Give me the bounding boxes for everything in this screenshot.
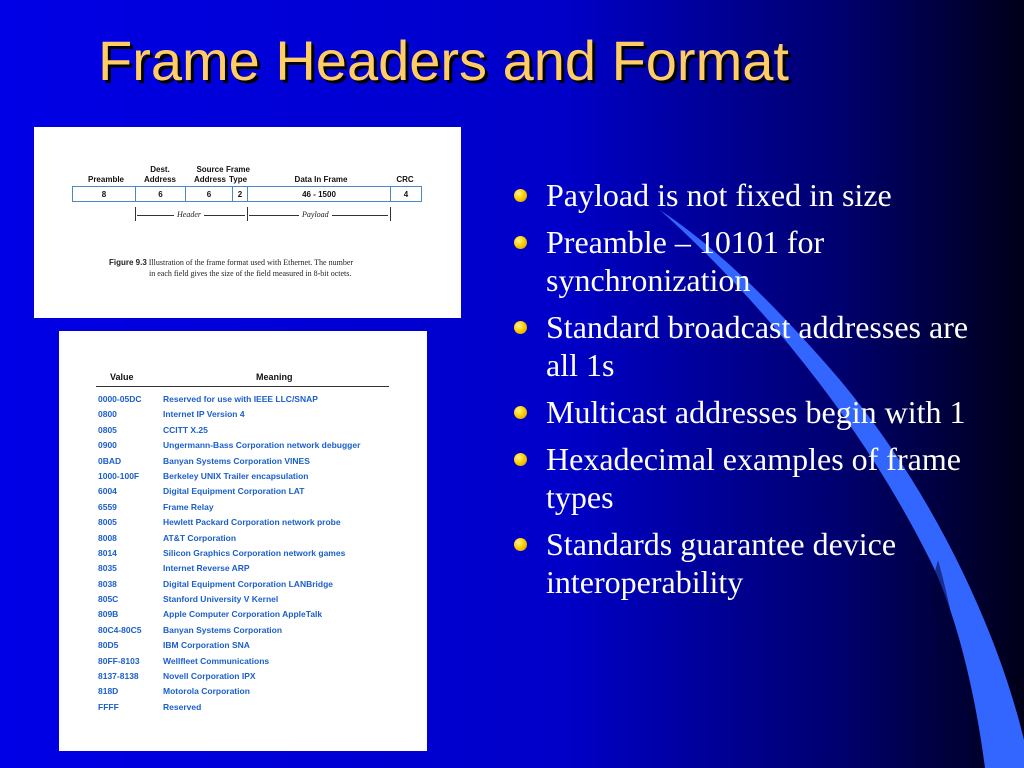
header-data: Data In Frame — [294, 175, 348, 184]
brace-tick — [135, 207, 136, 221]
header-preamble: Preamble — [87, 175, 125, 184]
row-meaning: Novell Corporation IPX — [163, 671, 256, 682]
table-row — [98, 638, 398, 653]
column-header-value: Value — [110, 372, 134, 382]
bullet-dot-icon — [514, 406, 527, 419]
brace-tick — [390, 207, 391, 221]
row-meaning: Silicon Graphics Corporation network games — [163, 547, 346, 558]
row-meaning: Reserved for use with IEEE LLC/SNAP — [163, 394, 318, 404]
field-preamble: 8 — [72, 186, 135, 202]
header-brace-label: Header — [174, 210, 204, 219]
slide-title: Frame Headers and Format — [98, 29, 789, 92]
bullet-text: Preamble – 10101 for synchronization — [546, 224, 825, 298]
table-row — [98, 607, 398, 622]
row-value: 8038 — [98, 578, 117, 589]
header-source-line2: Address — [193, 175, 226, 184]
table-row — [98, 469, 398, 484]
table-row — [98, 577, 398, 592]
row-meaning: CCITT X.25 — [163, 424, 208, 435]
row-value: 0BAD — [98, 455, 122, 466]
bullet-list — [512, 176, 982, 610]
row-meaning: Internet IP Version 4 — [163, 409, 245, 420]
row-value: 1000-100F — [98, 470, 140, 481]
row-meaning: Hewlett Packard Corporation network probe — [163, 517, 341, 528]
figure-caption-line1: Illustration of the frame format used with Ethernet. The number — [148, 258, 354, 267]
row-meaning: Wellfleet Communications — [163, 655, 270, 666]
table-body — [98, 392, 398, 715]
field-data: 46 - 1500 — [247, 186, 390, 202]
bullet-dot-icon — [514, 453, 527, 466]
table-row — [98, 423, 398, 438]
header-type-line1: Frame — [225, 165, 250, 174]
bullet-text: Hexadecimal examples of frame types — [546, 441, 961, 515]
row-value: 8005 — [98, 517, 117, 528]
row-value: 6004 — [98, 486, 117, 497]
row-value: 809B — [98, 609, 119, 620]
row-value: 80FF-8103 — [98, 655, 140, 666]
bullet-item — [512, 223, 982, 299]
table-row — [98, 515, 398, 530]
table-row — [98, 392, 398, 407]
header-source-line1: Source — [196, 165, 224, 174]
figure-caption — [109, 257, 409, 279]
bullet-item — [512, 176, 982, 214]
row-value: 0900 — [98, 440, 117, 451]
row-value: 8137-8138 — [98, 671, 139, 682]
bullet-item — [512, 525, 982, 601]
bullet-text: Standards guarantee device interoperability — [546, 526, 897, 600]
bullet-item — [512, 308, 982, 384]
row-value: 805C — [98, 594, 119, 605]
table-row — [98, 669, 398, 684]
row-meaning: Digital Equipment Corporation LAT — [163, 486, 305, 497]
row-meaning: Frame Relay — [163, 501, 214, 512]
bullet-text: Payload is not fixed in size — [546, 177, 892, 213]
field-source-address: 6 — [185, 186, 232, 202]
table-row — [98, 700, 398, 715]
row-meaning: Banyan Systems Corporation VINES — [163, 455, 310, 466]
row-value: FFFF — [98, 701, 119, 712]
row-value: 80D5 — [98, 640, 119, 651]
row-meaning: Internet Reverse ARP — [163, 563, 250, 574]
frame-format-figure — [34, 127, 461, 318]
bullet-text: Multicast addresses begin with 1 — [546, 394, 966, 430]
bullet-dot-icon — [514, 189, 527, 202]
row-meaning: Berkeley UNIX Trailer encapsulation — [163, 470, 309, 481]
table-row — [98, 484, 398, 499]
row-meaning: Digital Equipment Corporation LANBridge — [163, 578, 333, 589]
table-row — [98, 454, 398, 469]
table-row — [98, 407, 398, 422]
row-value: 0800 — [98, 409, 117, 420]
column-header-meaning: Meaning — [256, 372, 293, 382]
field-crc: 4 — [390, 186, 422, 202]
bullet-dot-icon — [514, 538, 527, 551]
header-dest-line1: Dest. — [150, 165, 170, 174]
table-row — [98, 623, 398, 638]
row-value: 0805 — [98, 424, 117, 435]
payload-brace-label: Payload — [299, 210, 332, 219]
frame-type-table — [59, 331, 427, 751]
row-value: 0000-05DC — [98, 394, 142, 404]
figure-caption-line2: in each field gives the size of the field measured in 8-bit octets. — [149, 269, 352, 278]
header-crc: CRC — [396, 175, 414, 184]
table-row — [98, 561, 398, 576]
row-meaning: Motorola Corporation — [163, 686, 250, 697]
header-dest-line2: Address — [143, 175, 176, 184]
header-type-line2: Type — [228, 175, 248, 184]
row-value: 80C4-80C5 — [98, 624, 142, 635]
figure-caption-label: Figure 9.3 — [109, 258, 147, 267]
table-header-rule — [96, 386, 389, 387]
row-value: 8035 — [98, 563, 117, 574]
bullet-item — [512, 440, 982, 516]
field-frame-type: 2 — [232, 186, 247, 202]
table-row — [98, 500, 398, 515]
row-value: 8014 — [98, 547, 117, 558]
row-meaning: Reserved — [163, 701, 202, 712]
row-value: 6559 — [98, 501, 117, 512]
brace-tick — [247, 207, 248, 221]
row-value: 8008 — [98, 532, 117, 543]
bullet-text: Standard broadcast addresses are all 1s — [546, 309, 969, 383]
row-meaning: AT&T Corporation — [163, 532, 237, 543]
row-meaning: Banyan Systems Corporation — [163, 624, 283, 635]
row-meaning: Ungermann-Bass Corporation network debugger — [163, 440, 361, 451]
row-value: 818D — [98, 686, 119, 697]
table-row — [98, 654, 398, 669]
row-meaning: Apple Computer Corporation AppleTalk — [163, 609, 323, 620]
table-row — [98, 438, 398, 453]
row-meaning: Stanford University V Kernel — [163, 594, 279, 605]
table-row — [98, 546, 398, 561]
bullet-item — [512, 393, 982, 431]
bullet-dot-icon — [514, 321, 527, 334]
bullet-dot-icon — [514, 236, 527, 249]
table-row — [98, 684, 398, 699]
row-meaning: IBM Corporation SNA — [163, 640, 250, 651]
table-row — [98, 592, 398, 607]
field-dest-address: 6 — [135, 186, 185, 202]
table-row — [98, 531, 398, 546]
